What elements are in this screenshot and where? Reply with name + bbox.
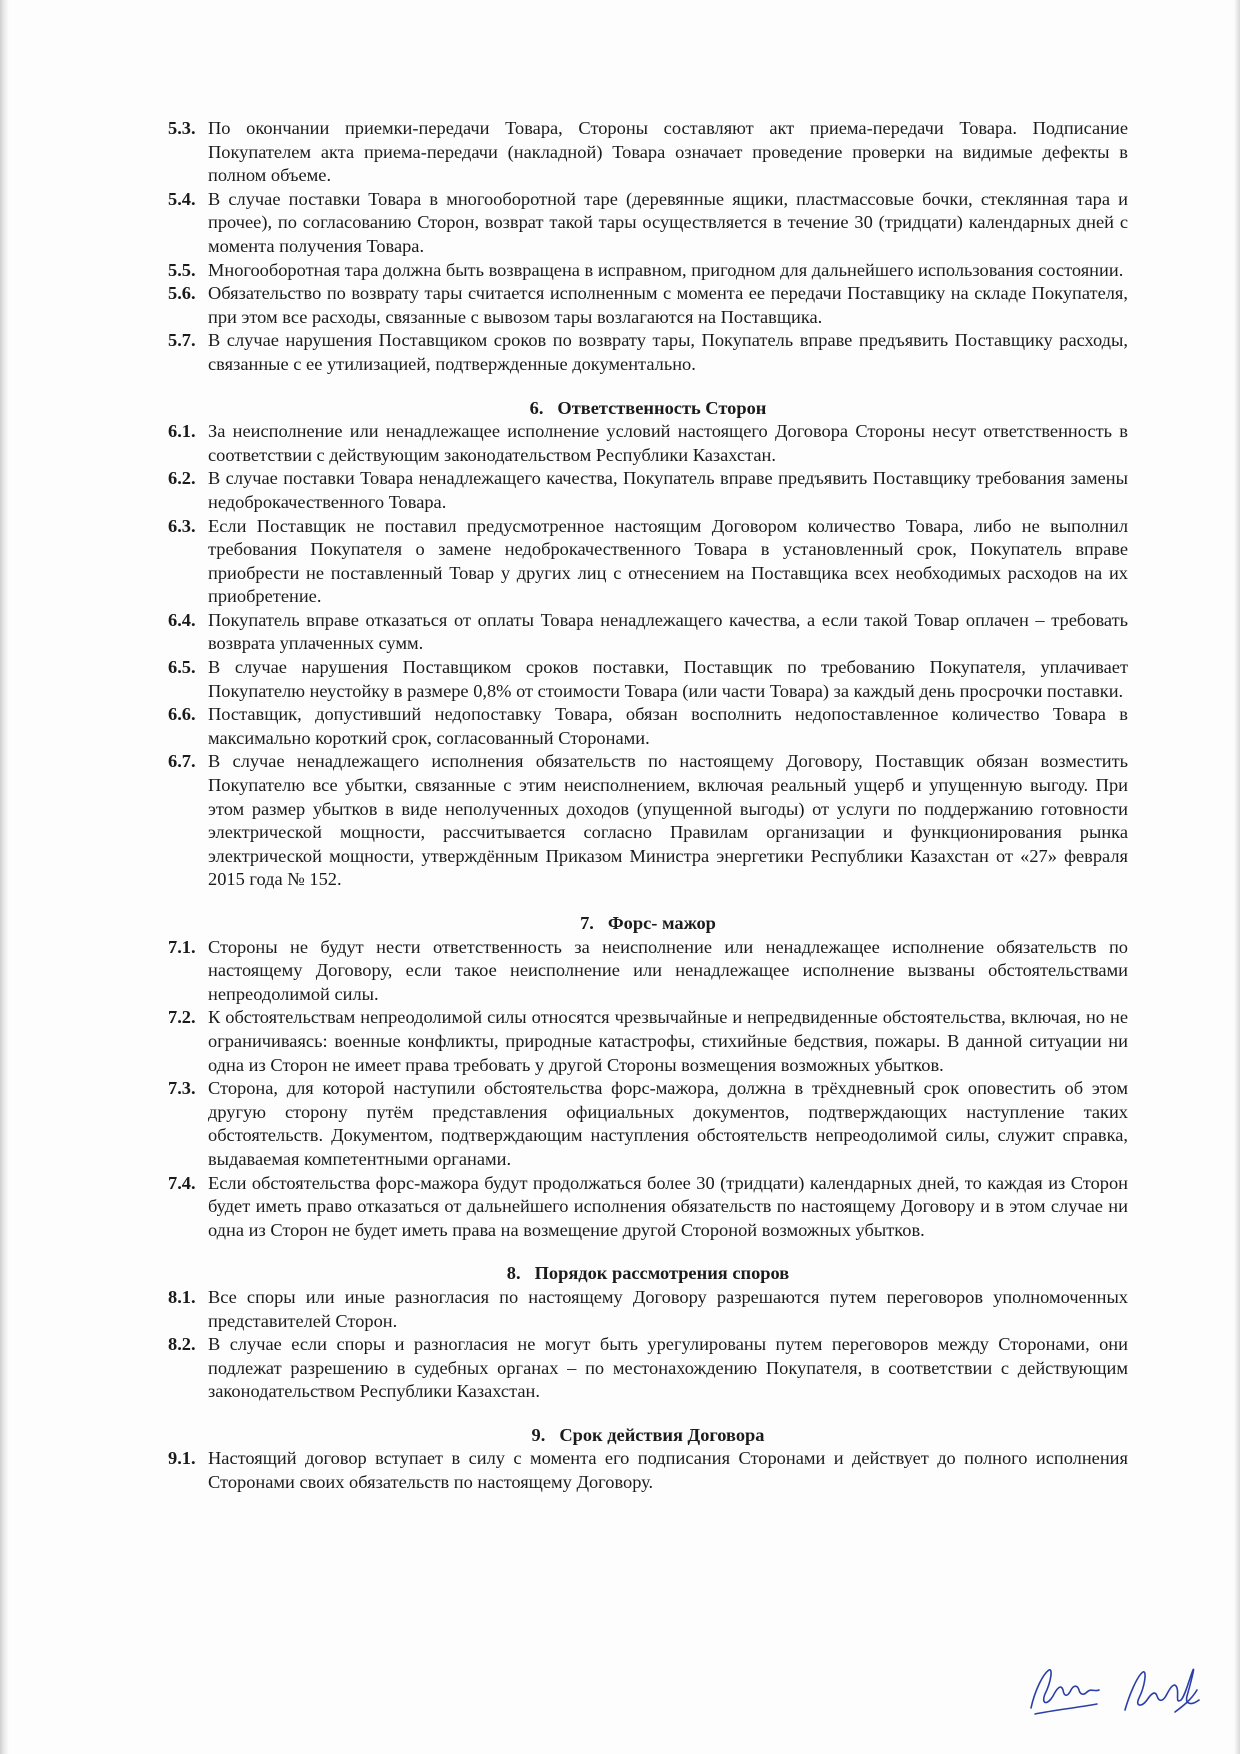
clause-text: Сторона, для которой наступили обстоятельства форс-мажора, должна в трёхдневный срок оповестить об этом другую сторону путём представления официальных документов, подтверждающих наступление таких обстоятельств. Документом, подтверждающим наступления обстоятельств непреодолимой силы, служит справка, выдаваемая компетентными органами. <box>208 1078 1128 1169</box>
section-title-text: Порядок рассмотрения споров <box>534 1263 790 1284</box>
clause <box>168 1077 1128 1171</box>
section-heading <box>168 1424 1128 1448</box>
clause <box>168 1172 1128 1243</box>
clause-text: В случае если споры и разногласия не могут быть урегулированы путем переговоров между Сторонами, они подлежат разрешению в судебных органах – по местонахождению Покупателя, в соответствии с действующим законодательством Республики Казахстан. <box>208 1334 1128 1402</box>
section-number: 8. <box>506 1263 521 1284</box>
clause-number: 6.1. <box>168 421 196 442</box>
section-title-text: Срок действия Договора <box>559 1424 765 1445</box>
clause-number: 6.6. <box>168 704 196 725</box>
clause-number: 9.1. <box>168 1448 196 1469</box>
section-number: 6. <box>529 397 544 418</box>
clause-text: В случае нарушения Поставщиком сроков поставки, Поставщик по требованию Покупателя, уплачивает Покупателю неустойку в размере 0,8% от стоимости Товара (или части Товара) за каждый день просрочки поставки. <box>208 657 1128 701</box>
clause <box>168 259 1128 283</box>
clause <box>168 609 1128 656</box>
clause-number: 7.3. <box>168 1078 196 1099</box>
signature-1-underline <box>1035 1704 1097 1714</box>
clause-number: 6.7. <box>168 751 196 772</box>
clause-number: 8.1. <box>168 1286 196 1307</box>
clause-number: 8.2. <box>168 1334 196 1355</box>
clause-number: 7.2. <box>168 1007 196 1028</box>
clause-text: В случае нарушения Поставщиком сроков по возврату тары, Покупатель вправе предъявить Поставщику расходы, связанные с ее утилизацией, подтвержденные документально. <box>208 330 1128 374</box>
clause <box>168 117 1128 188</box>
clause <box>168 936 1128 1007</box>
document-body <box>168 117 1128 1495</box>
clause-number: 7.4. <box>168 1172 196 1193</box>
clause <box>168 656 1128 703</box>
handwritten-signatures <box>1025 1660 1205 1720</box>
clause <box>168 467 1128 514</box>
clause-text: В случае поставки Товара в многооборотной таре (деревянные ящики, пластмассовые бочки, стеклянная тара и прочее), по согласованию Сторон, возврат такой тары осуществляется в течение 30 (тридцати) календарных дней с момента получения Товара. <box>208 188 1128 256</box>
clause-number: 7.1. <box>168 936 196 957</box>
clause-number: 6.4. <box>168 609 196 630</box>
section-number: 9. <box>531 1424 546 1445</box>
clause <box>168 515 1128 609</box>
clause-text: К обстоятельствам непреодолимой силы относятся чрезвычайные и непредвиденные обстоятельства, включая, но не ограничиваясь: военные конфликты, природные катастрофы, стихийные бедствия, пожары. В данной ситуации ни одна из Сторон не имеет права требовать у другой Стороны возмещения возможных убытков. <box>208 1007 1128 1075</box>
section-title-text: Ответственность Сторон <box>557 397 767 418</box>
clause-number: 6.3. <box>168 515 196 536</box>
clause-number: 6.5. <box>168 657 196 678</box>
clause <box>168 1006 1128 1077</box>
clause-text: Стороны не будут нести ответственность за неисполнение или ненадлежащее исполнение обязательств по настоящему Договору, если такое неисполнение или ненадлежащее исполнение вызваны обстоятельствами непреодолимой силы. <box>208 936 1128 1004</box>
clause-number: 5.7. <box>168 330 196 351</box>
signature-2 <box>1125 1669 1199 1710</box>
clause <box>168 420 1128 467</box>
clause <box>168 329 1128 376</box>
clause-text: За неисполнение или ненадлежащее исполнение условий настоящего Договора Стороны несут ответственность в соответствии с действующим законодательством Республики Казахстан. <box>208 421 1128 465</box>
clause <box>168 1286 1128 1333</box>
clause-text: Если обстоятельства форс-мажора будут продолжаться более 30 (тридцати) календарных дней, то каждая из Сторон будет иметь право отказаться от дальнейшего исполнения обязательств по настоящему Договору и в этом случае ни одна из Сторон не будет иметь права на возмещение другой Стороной возможных убытков. <box>208 1172 1128 1240</box>
clause <box>168 750 1128 892</box>
clause-number: 5.3. <box>168 118 196 138</box>
clause <box>168 1447 1128 1494</box>
clause-text: В случае поставки Товара ненадлежащего качества, Покупатель вправе предъявить Поставщику требования замены недоброкачественного Товара. <box>208 468 1128 512</box>
clause <box>168 188 1128 259</box>
clause-text: По окончании приемки-передачи Товара, Стороны составляют акт приема-передачи Товара. Подписание Покупателем акта приема-передачи (накладной) Товара означает проведение проверки на видимые дефекты в полном объеме. <box>208 118 1128 186</box>
signature-1 <box>1031 1670 1099 1708</box>
clause <box>168 282 1128 329</box>
clause-number: 5.4. <box>168 188 196 209</box>
section-heading <box>168 1262 1128 1286</box>
clause-number: 5.6. <box>168 283 196 304</box>
clause-text: Настоящий договор вступает в силу с момента его подписания Сторонами и действует до полного исполнения Сторонами своих обязательств по настоящему Договору. <box>208 1448 1128 1493</box>
clause <box>168 703 1128 750</box>
scan-shadow-left <box>0 0 9 1754</box>
section-number: 7. <box>580 913 594 933</box>
clause-text: Обязательство по возврату тары считается исполненным с момента ее передачи Поставщику на складе Покупателя, при этом все расходы, связанные с вывозом тары возлагаются на Поставщика. <box>208 283 1128 327</box>
clause-text: Если Поставщик не поставил предусмотренное настоящим Договором количество Товара, либо не выполнил требования Покупателя о замене недоброкачественного Товара в установленный срок, Покупатель вправе приобрести не поставленный Товар у других лиц с отнесением на Поставщика всех необходимых расходов на их приобретение. <box>208 515 1128 607</box>
section-title-text: Форс- мажор <box>607 913 716 933</box>
section-heading <box>168 397 1128 421</box>
clause-number: 6.2. <box>168 468 196 489</box>
scan-shadow-right <box>1234 0 1240 1754</box>
clause-text: В случае ненадлежащего исполнения обязательств по настоящему Договору, Поставщик обязан возместить Покупателю все убытки, связанные с этим неисполнением, включая реальный ущерб и упущенную выгоду. При этом размер убытков в виде неполученных доходов (упущенной выгоды) от услуги по поддержанию готовности электрической мощности, рассчитывается согласно Правилам организации и функционирования рынка электрической мощности, утверждённым Приказом Министра энергетики Республики Казахстан от «27» февраля 2015 года № 152. <box>208 751 1128 890</box>
clause-text: Все споры или иные разногласия по настоящему Договору разрешаются путем переговоров уполномоченных представителей Сторон. <box>208 1286 1128 1331</box>
clause-text: Многооборотная тара должна быть возвращена в исправном, пригодном для дальнейшего использования состоянии. <box>208 259 1124 280</box>
clause <box>168 1333 1128 1404</box>
clause-text: Поставщик, допустивший недопоставку Товара, обязан восполнить недопоставленное количество Товара в максимально короткий срок, согласованный Сторонами. <box>208 704 1128 748</box>
clause-text: Покупатель вправе отказаться от оплаты Товара ненадлежащего качества, а если такой Товар оплачен – требовать возврата уплаченных сумм. <box>208 609 1128 654</box>
clause-number: 5.5. <box>168 259 196 280</box>
section-heading <box>168 912 1128 936</box>
